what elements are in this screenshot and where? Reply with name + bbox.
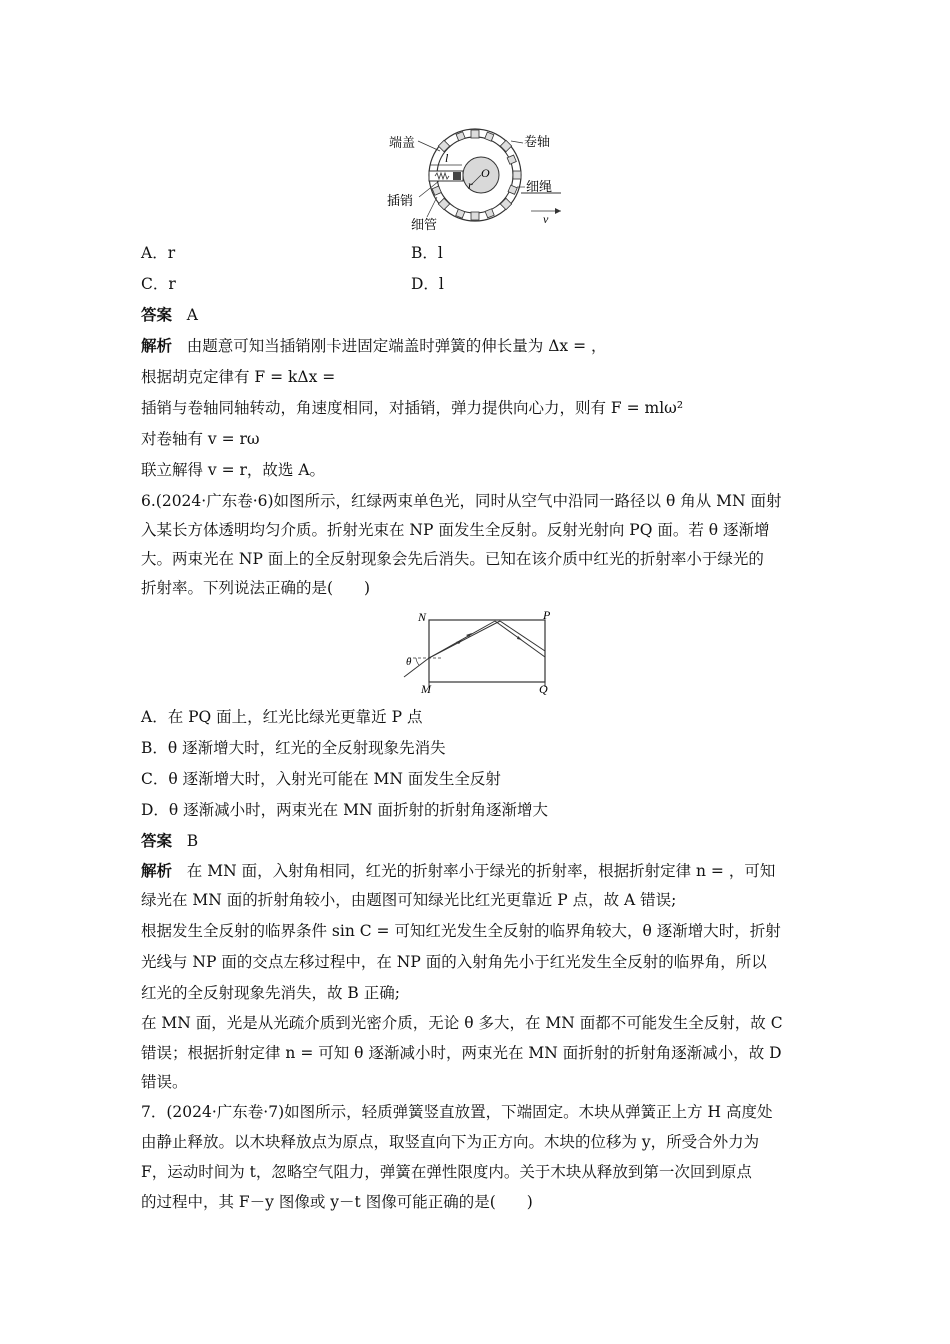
q6-solution-line6: 在 MN 面，光是从光疏介质到光密介质，无论 θ 多大，在 MN 面都不可能发生全反射，故 C: [141, 1014, 783, 1032]
prism-figure: [398, 607, 568, 699]
q5-answer: [141, 304, 198, 326]
q6-solution-line5: 红光的全反射现象先消失，故 B 正确;: [141, 984, 400, 1002]
label-rope: 细绳: [526, 179, 553, 194]
label-pin: 插销: [387, 193, 414, 208]
label-M: M: [421, 682, 431, 696]
label-end-cap: 端盖: [389, 135, 416, 150]
q6-solution-line2: 绿光在 MN 面的折射角较小，由题图可知绿光比红光更靠近 P 点，故 A 错误;: [141, 891, 677, 909]
label-v: v: [543, 212, 549, 226]
q5-solution-line2: 根据胡克定律有 F = kΔx =: [141, 368, 336, 386]
q5-solution-line3: 插销与卷轴同轴转动，角速度相同，对插销，弹力提供向心力，则有 F = mlω²: [141, 399, 684, 417]
q7-stem-line4: 的过程中，其 F－y 图像或 y－t 图像可能正确的是( ): [141, 1193, 533, 1211]
q5-option-d: D．l: [411, 275, 444, 293]
q6-solution-line8: 错误。: [141, 1073, 188, 1091]
q7-stem-line3: F，运动时间为 t，忽略空气阻力，弹簧在弹性限度内。关于木块从释放到第一次回到原点: [141, 1163, 752, 1181]
solution-text: 由题意可知当插销刚卡进固定端盖时弹簧的伸长量为 Δx = ，: [186, 337, 607, 355]
q6-solution-line1: [141, 860, 775, 882]
solution-label: 解析: [141, 861, 173, 880]
answer-label: 答案: [141, 831, 173, 850]
solution-text: 在 MN 面，入射角相同，红光的折射率小于绿光的折射率，根据折射定律 n = ，可知: [186, 862, 776, 880]
q6-answer: [141, 830, 198, 852]
answer-label: 答案: [141, 305, 173, 324]
answer-value: B: [186, 832, 199, 850]
q6-option-d: D．θ 逐渐减小时，两束光在 MN 面折射的折射角逐渐增大: [141, 801, 548, 819]
q6-solution-line3: 根据发生全反射的临界条件 sin C = 可知红光发生全反射的临界角较大，θ 逐渐增大时，折射: [141, 922, 781, 940]
label-theta: θ: [406, 656, 412, 668]
label-tube: 细管: [411, 217, 438, 232]
q6-option-c: C．θ 逐渐增大时，入射光可能在 MN 面发生全反射: [141, 770, 501, 788]
q6-stem-line2: 入某长方体透明均匀介质。折射光束在 NP 面发生全反射。反射光射向 PQ 面。若 θ 逐渐增: [141, 521, 770, 539]
label-r: r: [468, 178, 473, 192]
reel-figure: [385, 125, 585, 237]
solution-label: 解析: [141, 336, 173, 355]
label-l: l: [445, 151, 449, 165]
q6-stem-line1: 6.(2024·广东卷·6)如图所示，红绿两束单色光，同时从空气中沿同一路径以 θ 角从 MN 面射: [141, 492, 782, 510]
q6-solution-line7: 错误；根据折射定律 n = 可知 θ 逐渐减小时，两束光在 MN 面折射的折射角逐渐减小，故 D: [141, 1044, 782, 1062]
q6-option-b: B．θ 逐渐增大时，红光的全反射现象先消失: [141, 739, 446, 757]
answer-value: A: [186, 306, 198, 324]
q5-option-c: C．r: [141, 275, 176, 293]
q5-solution-line4: 对卷轴有 v = rω: [141, 430, 260, 448]
q6-option-a: A．在 PQ 面上，红光比绿光更靠近 P 点: [141, 708, 423, 726]
label-Q: Q: [539, 682, 548, 696]
q7-stem-line1: 7．(2024·广东卷·7)如图所示，轻质弹簧竖直放置，下端固定。木块从弹簧正上方 H 高度处: [141, 1103, 773, 1121]
q7-stem-line2: 由静止释放。以木块释放点为原点，取竖直向下为正方向。木块的位移为 y，所受合外力为: [141, 1133, 760, 1151]
q5-solution-line5: 联立解得 v = r，故选 A。: [141, 461, 326, 479]
q5-solution-line1: [141, 335, 607, 357]
q5-option-a: A．r: [141, 244, 176, 262]
q6-stem-line4: 折射率。下列说法正确的是( ): [141, 579, 371, 597]
q6-solution-line4: 光线与 NP 面的交点左移过程中，在 NP 面的入射角先小于红光发生全反射的临界角，所以: [141, 953, 767, 971]
label-reel: 卷轴: [524, 134, 551, 149]
q6-stem-line3: 大。两束光在 NP 面上的全反射现象会先后消失。已知在该介质中红光的折射率小于绿光的: [141, 550, 764, 568]
label-P: P: [543, 608, 551, 622]
label-N: N: [418, 610, 427, 624]
label-O: O: [481, 166, 490, 180]
q5-option-b: B．l: [411, 244, 443, 262]
